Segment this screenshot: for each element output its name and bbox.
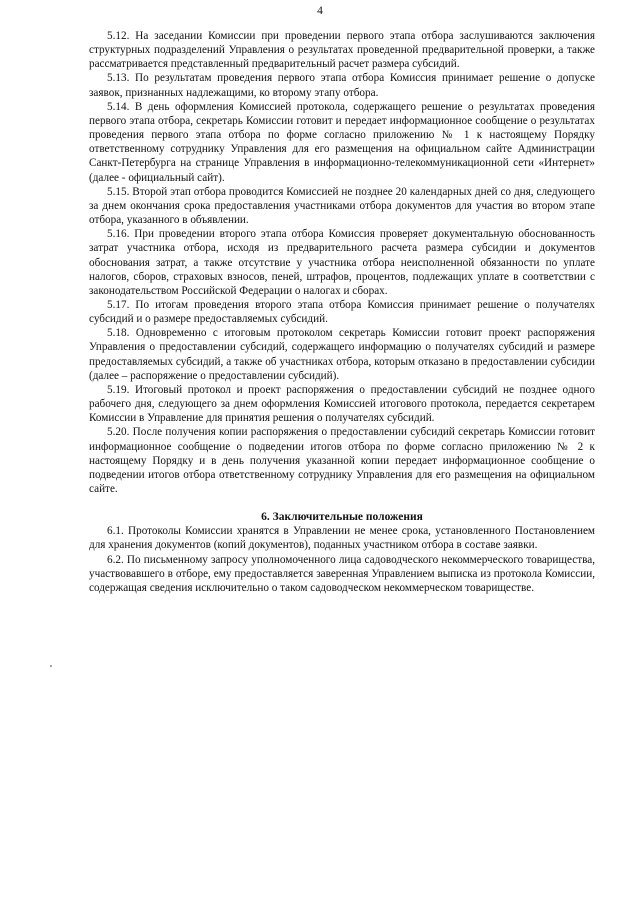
- paragraph-5-12: 5.12. На заседании Комиссии при проведении первого этапа отбора заслушиваются заключения структурных подразделений Управления о результатах проведенной предварительной проверки, а также рассматривается представленный предварительный расчет размера субсидий.: [89, 30, 595, 71]
- scan-speck: [50, 665, 52, 667]
- paragraph-5-17: 5.17. По итогам проведения второго этапа отбора Комиссия принимает решение о получателях субсидий и о размере предоставляемых субсидий.: [89, 298, 595, 326]
- paragraph-5-14: 5.14. В день оформления Комиссией протокола, содержащего решение о результатах проведения первого этапа отбора, секретарь Комиссии готовит и передает информационное сообщение о результатах проведения первого этапа отбора по форме согласно приложению № 1 к настоящему Порядку ответственному сотруднику Управления для его размещения на официальном сайте Администрации Санкт-Петербурга на странице Управления в информационно-телекоммуникационной сети «Интернет» (далее - официальный сайт).: [89, 100, 595, 184]
- document-body: [89, 29, 595, 595]
- paragraph-5-20: 5.20. После получения копии распоряжения о предоставлении субсидий секретарь Комиссии готовит информационное сообщение о подведении итогов отбора по форме согласно приложению № 2 к настоящему Порядку и в день получения указанной копии передает информационное сообщение о подведении итогов отбора ответственному сотруднику Управления для его размещения на официальном сайте.: [89, 426, 595, 495]
- paragraph-6-2: 6.2. По письменному запросу уполномоченного лица садоводческого некоммерческого товарищества, участвовавшего в отборе, ему предоставляется заверенная Управлением выписка из протокола Комиссии, содержащая сведения исключительно о таком садоводческом некоммерческом товариществе.: [89, 553, 595, 594]
- paragraph-5-19: 5.19. Итоговый протокол и проект распоряжения о предоставлении субсидий не позднее одного рабочего дня, следующего за днем оформления Комиссией итогового протокола, передается секретарем Комиссии в Управление для принятия решения о получателях субсидий.: [89, 383, 595, 425]
- paragraph-5-18: 5.18. Одновременно с итоговым протоколом секретарь Комиссии готовит проект распоряжения Управления о предоставлении субсидий, содержащего информацию о получателях субсидий и размере предоставляемых субсидий, а также об участниках отбора, которым отказано в предоставлении субсидии (далее – распоряжение о предоставлении субсидий).: [89, 327, 595, 382]
- paragraph-5-16: 5.16. При проведении второго этапа отбора Комиссия проверяет документальную обоснованность затрат участника отбора, исходя из предварительного расчета размера субсидии и документов обоснования затрат, а также отсутствие у участника отбора неисполненной обязанности по уплате налогов, сборов, страховых взносов, пеней, штрафов, процентов, подлежащих уплате в соответствии с законодательством Российской Федерации о налогах и сборах.: [89, 228, 595, 297]
- paragraph-6-1: 6.1. Протоколы Комиссии хранятся в Управлении не менее срока, установленного Постановлением для хранения документов (копий документов), поданных участником отбора в составе заявки.: [89, 525, 595, 552]
- page-number: 4: [317, 5, 323, 17]
- paragraph-5-15: 5.15. Второй этап отбора проводится Комиссией не позднее 20 календарных дней со дня, следующего за днем окончания срока предоставления участниками отбора документов для участия во втором этапе отбора, указанного в объявлении.: [89, 185, 595, 227]
- paragraph-5-13: 5.13. По результатам проведения первого этапа отбора Комиссия принимает решение о допуске заявок, признанных надлежащими, ко второму этапу отбора.: [89, 72, 595, 99]
- section-heading: 6. Заключительные положения: [261, 511, 423, 524]
